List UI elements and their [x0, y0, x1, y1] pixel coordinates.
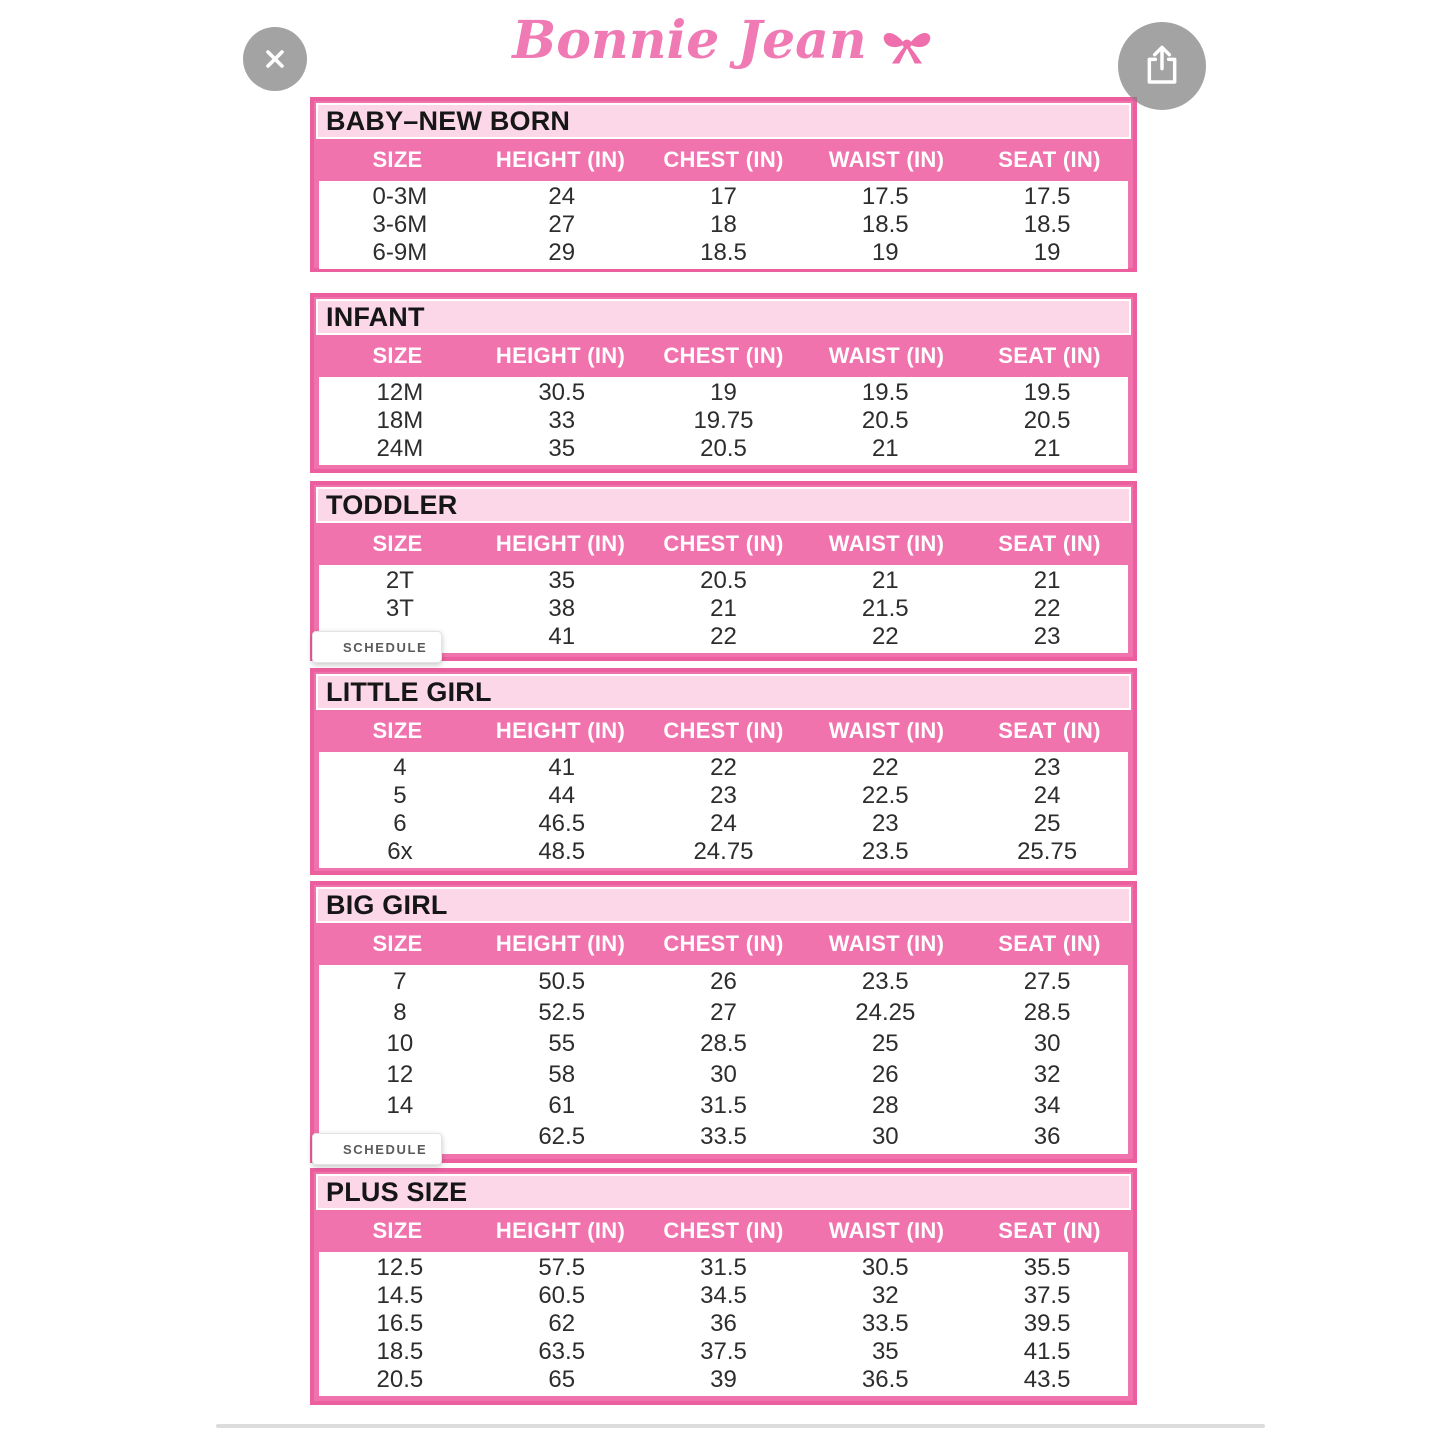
table-cell: 65 — [548, 1366, 576, 1393]
section-title: TODDLER — [316, 487, 1131, 523]
table-cell: 27 — [710, 999, 737, 1027]
table-cell: 24 — [548, 183, 576, 210]
table-cell: 28 — [871, 1091, 899, 1119]
column-header: HEIGHT (IN) — [495, 718, 626, 743]
table-cell: 25.75 — [1017, 838, 1078, 865]
column-header: SEAT (IN) — [998, 931, 1101, 956]
column-header: SIZE — [372, 531, 423, 556]
table-cell: 50.5 — [538, 968, 586, 996]
table-cell: 60.5 — [538, 1282, 586, 1309]
column-header: WAIST (IN) — [828, 1218, 945, 1243]
bow-icon — [881, 22, 933, 66]
header-row — [316, 139, 1131, 181]
table-row — [319, 239, 1128, 267]
table-cell: 44 — [548, 782, 576, 809]
table-cell: 28.5 — [700, 1030, 747, 1058]
table-cell: 36 — [710, 1310, 737, 1337]
table-cell: 30.5 — [538, 379, 586, 406]
table-row — [319, 1338, 1128, 1366]
table-cell: 35.5 — [1023, 1254, 1071, 1281]
table-cell: 23 — [871, 810, 899, 837]
table-cell: 33.5 — [861, 1310, 909, 1337]
column-header: HEIGHT (IN) — [495, 531, 626, 556]
header-row — [316, 1210, 1131, 1252]
table-cell: 36 — [1033, 1122, 1061, 1150]
header-row — [316, 523, 1131, 565]
table-cell: 29 — [548, 239, 576, 266]
data-rows — [319, 181, 1128, 269]
column-header: CHEST (IN) — [663, 931, 784, 956]
size-chart — [310, 97, 1137, 1409]
table-cell: 26 — [710, 968, 737, 996]
table-cell: 3-6M — [372, 211, 428, 238]
table-cell: 39.5 — [1023, 1310, 1071, 1337]
table-row — [319, 838, 1128, 866]
table-cell: 30 — [1033, 1030, 1061, 1058]
schedule-badge-label: SCHEDULE — [343, 1141, 428, 1157]
table-cell: 27 — [548, 211, 576, 238]
table-cell: 24 — [710, 810, 737, 837]
size-section — [310, 881, 1137, 1163]
brand-logo-text: Bonnie Jean — [512, 10, 867, 71]
table-cell: 22 — [871, 754, 899, 781]
table-cell: 32 — [871, 1282, 899, 1309]
table-cell: 12M — [376, 379, 424, 406]
column-header: WAIST (IN) — [828, 931, 945, 956]
table-cell: 18 — [710, 211, 737, 238]
column-header: HEIGHT (IN) — [495, 343, 626, 368]
section-title: BABY–NEW BORN — [316, 103, 1131, 139]
size-section — [310, 97, 1137, 272]
brand-logo — [0, 6, 1445, 76]
table-row — [319, 1029, 1128, 1060]
table-cell: 22.5 — [861, 782, 909, 809]
header-row — [316, 335, 1131, 377]
table-cell: 21.5 — [861, 595, 909, 622]
table-cell: 62 — [548, 1310, 576, 1337]
column-header: WAIST (IN) — [828, 343, 945, 368]
table-cell: 3T — [385, 595, 414, 622]
table-cell: 30.5 — [861, 1254, 909, 1281]
table-cell: 58 — [548, 1060, 576, 1088]
column-header: SIZE — [372, 147, 423, 172]
share-button[interactable] — [1118, 22, 1206, 110]
table-cell: 19.5 — [861, 379, 909, 406]
table-cell: 12 — [386, 1060, 414, 1088]
table-cell: 0-3M — [372, 183, 428, 210]
section-title: PLUS SIZE — [316, 1174, 1131, 1210]
table-cell: 17 — [710, 183, 737, 210]
column-header: SEAT (IN) — [998, 531, 1101, 556]
share-icon — [1138, 42, 1186, 90]
table-cell: 24.25 — [855, 999, 916, 1027]
column-header: SIZE — [372, 931, 423, 956]
table-cell: 24 — [1033, 782, 1061, 809]
table-cell: 8 — [393, 999, 407, 1027]
table-row — [319, 567, 1128, 595]
table-cell: 36.5 — [861, 1366, 909, 1393]
table-cell: 18.5 — [861, 211, 909, 238]
data-rows — [319, 965, 1128, 1154]
column-header: SEAT (IN) — [998, 147, 1101, 172]
table-cell: 38 — [548, 595, 576, 622]
table-cell: 17.5 — [861, 183, 909, 210]
table-cell: 41.5 — [1023, 1338, 1071, 1365]
table-cell: 35 — [548, 567, 576, 594]
table-cell: 52.5 — [538, 999, 586, 1027]
column-header: CHEST (IN) — [663, 1218, 784, 1243]
table-cell: 23.5 — [861, 968, 909, 996]
column-header: CHEST (IN) — [663, 147, 784, 172]
table-cell: 23 — [1033, 754, 1061, 781]
column-header: SEAT (IN) — [998, 1218, 1101, 1243]
table-cell: 19.75 — [693, 407, 754, 434]
size-section — [310, 293, 1137, 473]
section-title: INFANT — [316, 299, 1131, 335]
table-cell: 18M — [376, 407, 424, 434]
table-cell: 61 — [548, 1091, 576, 1119]
schedule-badge-label: SCHEDULE — [343, 639, 428, 655]
column-header: CHEST (IN) — [663, 343, 784, 368]
table-cell: 20.5 — [861, 407, 909, 434]
table-cell: 23.5 — [861, 838, 909, 865]
table-cell: 30 — [871, 1122, 899, 1150]
column-header: HEIGHT (IN) — [495, 1218, 626, 1243]
table-cell: 28.5 — [1023, 999, 1071, 1027]
table-cell: 25 — [871, 1030, 899, 1058]
table-cell: 57.5 — [538, 1254, 586, 1281]
table-row — [319, 967, 1128, 998]
table-cell: 20.5 — [1023, 407, 1071, 434]
table-cell: 2T — [385, 567, 414, 594]
table-row — [319, 810, 1128, 838]
table-row — [319, 1090, 1128, 1121]
table-cell: 21 — [871, 435, 899, 462]
data-rows — [319, 377, 1128, 465]
table-cell: 6x — [387, 838, 413, 865]
table-row — [319, 183, 1128, 211]
table-cell: 14 — [386, 1091, 414, 1119]
table-cell: 22 — [710, 754, 737, 781]
table-cell: 35 — [871, 1338, 899, 1365]
column-header: CHEST (IN) — [663, 531, 784, 556]
table-cell: 21 — [1033, 435, 1061, 462]
table-cell: 62.5 — [538, 1122, 586, 1150]
table-cell: 7 — [393, 968, 407, 996]
table-row — [319, 211, 1128, 239]
data-rows — [319, 1252, 1128, 1396]
data-rows — [319, 752, 1128, 868]
table-cell: 33 — [548, 407, 576, 434]
table-cell: 35 — [548, 435, 576, 462]
table-cell: 30 — [710, 1060, 737, 1088]
table-cell: 6 — [393, 810, 407, 837]
table-cell: 5 — [393, 782, 407, 809]
schedule-badge — [312, 1133, 442, 1165]
table-cell: 34 — [1033, 1091, 1061, 1119]
table-cell: 6-9M — [372, 239, 428, 266]
column-header: WAIST (IN) — [828, 718, 945, 743]
table-cell: 33.5 — [700, 1122, 747, 1150]
table-cell: 10 — [386, 1030, 414, 1058]
table-cell: 23 — [1033, 623, 1061, 650]
size-section — [310, 481, 1137, 661]
table-cell: 34.5 — [700, 1282, 747, 1309]
table-row — [319, 379, 1128, 407]
size-section — [310, 668, 1137, 875]
column-header: SIZE — [372, 1218, 423, 1243]
table-cell: 20.5 — [700, 435, 747, 462]
table-cell: 18.5 — [700, 239, 747, 266]
table-cell: 19 — [1033, 239, 1061, 266]
column-header: WAIST (IN) — [828, 147, 945, 172]
table-cell: 23 — [710, 782, 737, 809]
column-header: CHEST (IN) — [663, 718, 784, 743]
table-row — [319, 1254, 1128, 1282]
table-cell: 22 — [710, 623, 737, 650]
table-cell: 24M — [376, 435, 424, 462]
table-cell: 21 — [871, 567, 899, 594]
table-cell: 26 — [871, 1060, 899, 1088]
table-row — [319, 1310, 1128, 1338]
table-row — [319, 1366, 1128, 1394]
table-cell: 25 — [1033, 810, 1061, 837]
column-header: HEIGHT (IN) — [495, 931, 626, 956]
table-row — [319, 998, 1128, 1029]
table-cell: 41 — [548, 623, 576, 650]
table-row — [319, 754, 1128, 782]
section-title: BIG GIRL — [316, 887, 1131, 923]
table-cell: 21 — [710, 595, 737, 622]
table-cell: 32 — [1033, 1060, 1061, 1088]
table-cell: 27.5 — [1023, 968, 1071, 996]
section-title: LITTLE GIRL — [316, 674, 1131, 710]
schedule-badge — [312, 631, 442, 663]
column-header: SEAT (IN) — [998, 343, 1101, 368]
table-cell: 17.5 — [1023, 183, 1071, 210]
close-icon — [257, 41, 293, 77]
table-row — [319, 595, 1128, 623]
table-cell: 14.5 — [376, 1282, 424, 1309]
table-row — [319, 1059, 1128, 1090]
table-cell: 41 — [548, 754, 576, 781]
column-header: WAIST (IN) — [828, 531, 945, 556]
table-cell: 43.5 — [1023, 1366, 1071, 1393]
table-cell: 19.5 — [1023, 379, 1071, 406]
table-row — [319, 1282, 1128, 1310]
column-header: SIZE — [372, 718, 423, 743]
table-cell: 18.5 — [1023, 211, 1071, 238]
table-cell: 16.5 — [376, 1310, 424, 1337]
table-cell: 22 — [871, 623, 899, 650]
column-header: SIZE — [372, 343, 423, 368]
column-header: SEAT (IN) — [998, 718, 1101, 743]
table-cell: 48.5 — [538, 838, 586, 865]
close-button[interactable] — [243, 27, 307, 91]
table-cell: 55 — [548, 1030, 576, 1058]
table-cell: 20.5 — [700, 567, 747, 594]
table-row — [319, 435, 1128, 463]
table-cell: 18.5 — [376, 1338, 424, 1365]
size-section — [310, 1168, 1137, 1405]
table-cell: 37.5 — [700, 1338, 747, 1365]
table-cell: 31.5 — [700, 1254, 747, 1281]
flame-icon — [322, 1141, 338, 1157]
header-row — [316, 923, 1131, 965]
bottom-divider — [216, 1424, 1265, 1428]
table-cell: 46.5 — [538, 810, 586, 837]
column-header: HEIGHT (IN) — [495, 147, 626, 172]
table-cell: 19 — [710, 379, 737, 406]
table-cell: 63.5 — [538, 1338, 586, 1365]
table-cell: 20.5 — [376, 1366, 424, 1393]
table-cell: 37.5 — [1023, 1282, 1071, 1309]
table-row — [319, 782, 1128, 810]
table-cell: 24.75 — [693, 838, 754, 865]
table-cell: 22 — [1033, 595, 1061, 622]
table-cell: 39 — [710, 1366, 737, 1393]
table-cell: 21 — [1033, 567, 1061, 594]
flame-icon — [322, 639, 338, 655]
table-cell: 19 — [871, 239, 899, 266]
header-row — [316, 710, 1131, 752]
table-cell: 31.5 — [700, 1091, 747, 1119]
table-cell: 4 — [393, 754, 407, 781]
table-cell: 12.5 — [376, 1254, 424, 1281]
table-row — [319, 407, 1128, 435]
